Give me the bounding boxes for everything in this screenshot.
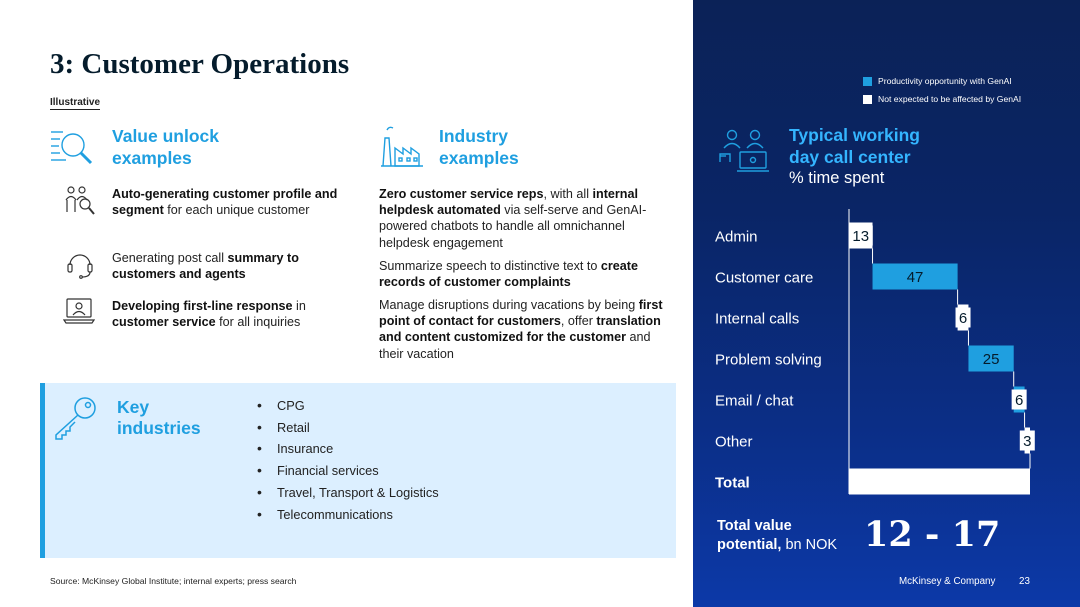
value-label: 13 [852,228,870,245]
value-label: 25 [982,351,1000,368]
list-item: • Insurance [257,438,439,460]
value-unlock-item-3: Developing first-line response in customer service for all inquiries [112,299,306,330]
industry-examples-heading: Industry examples [439,126,519,168]
chart-panel [693,0,1080,607]
laptop-user-icon [63,296,95,331]
value-unlock-heading: Value unlock examples [112,126,219,168]
list-item: • Travel, Transport & Logistics [257,482,439,504]
value-label: 3 [1023,433,1032,450]
footer-company: McKinsey & Company [899,576,996,587]
category-label: Problem solving [715,351,822,369]
waterfall-chart [693,0,1080,510]
value-label: 47 [906,269,924,286]
page-number: 23 [1019,576,1030,587]
category-label: Admin [715,228,758,246]
category-label: Email / chat [715,392,794,410]
legend-item-unaffected: Not expected to be affected by GenAI [863,90,1021,108]
industry-example-item-2: Summarize speech to distinctive text to create records of customer complaints [379,259,639,290]
category-label: Customer care [715,269,814,287]
category-label: Other [715,433,753,451]
illustrative-tag: Illustrative [50,97,101,108]
legend-item-genai: Productivity opportunity with GenAI [863,72,1021,90]
total-value-label: Total value potential, bn NOK [717,518,838,553]
industries-list [257,395,439,525]
waterfall-bar [849,469,1030,495]
key-icon [51,395,99,446]
factory-icon [379,124,427,173]
value-unlock-item-1: Auto-generating customer profile and segment for each unique customer [112,187,338,218]
source-note: Source: McKinsey Global Institute; internal experts; press search [50,576,297,586]
people-search-icon [63,184,95,221]
page-title: 3: Customer Operations [50,48,350,80]
value-label: 6 [958,310,968,327]
key-industries-heading: Key industries [117,397,201,438]
industry-example-item-3: Manage disruptions during vacations by being first point of contact for customers, offer translation and content customized for the customer and their vacation [379,298,663,361]
industry-example-item-1: Zero customer service reps, with all internal helpdesk automated via self-serve and GenAI-powered chatbots to handle all omnichannel helpdesk engagement [379,187,647,250]
category-label: Internal calls [715,310,800,328]
headset-icon [65,249,95,284]
category-label: Total [715,474,750,492]
list-item: • CPG [257,395,439,417]
chart-title: Typical working day call center [789,125,920,167]
list-item: • Retail [257,417,439,439]
list-item: • Financial services [257,460,439,482]
search-analysis-icon [49,126,95,171]
chart-subtitle: % time spent [789,169,885,187]
value-label: 6 [1014,392,1024,409]
list-item: • Telecommunications [257,504,439,526]
total-value-number: 12 - 17 [864,514,1001,555]
key-industries-panel [40,383,676,558]
value-unlock-item-2: Generating post call summary to customers and agents [112,251,299,282]
